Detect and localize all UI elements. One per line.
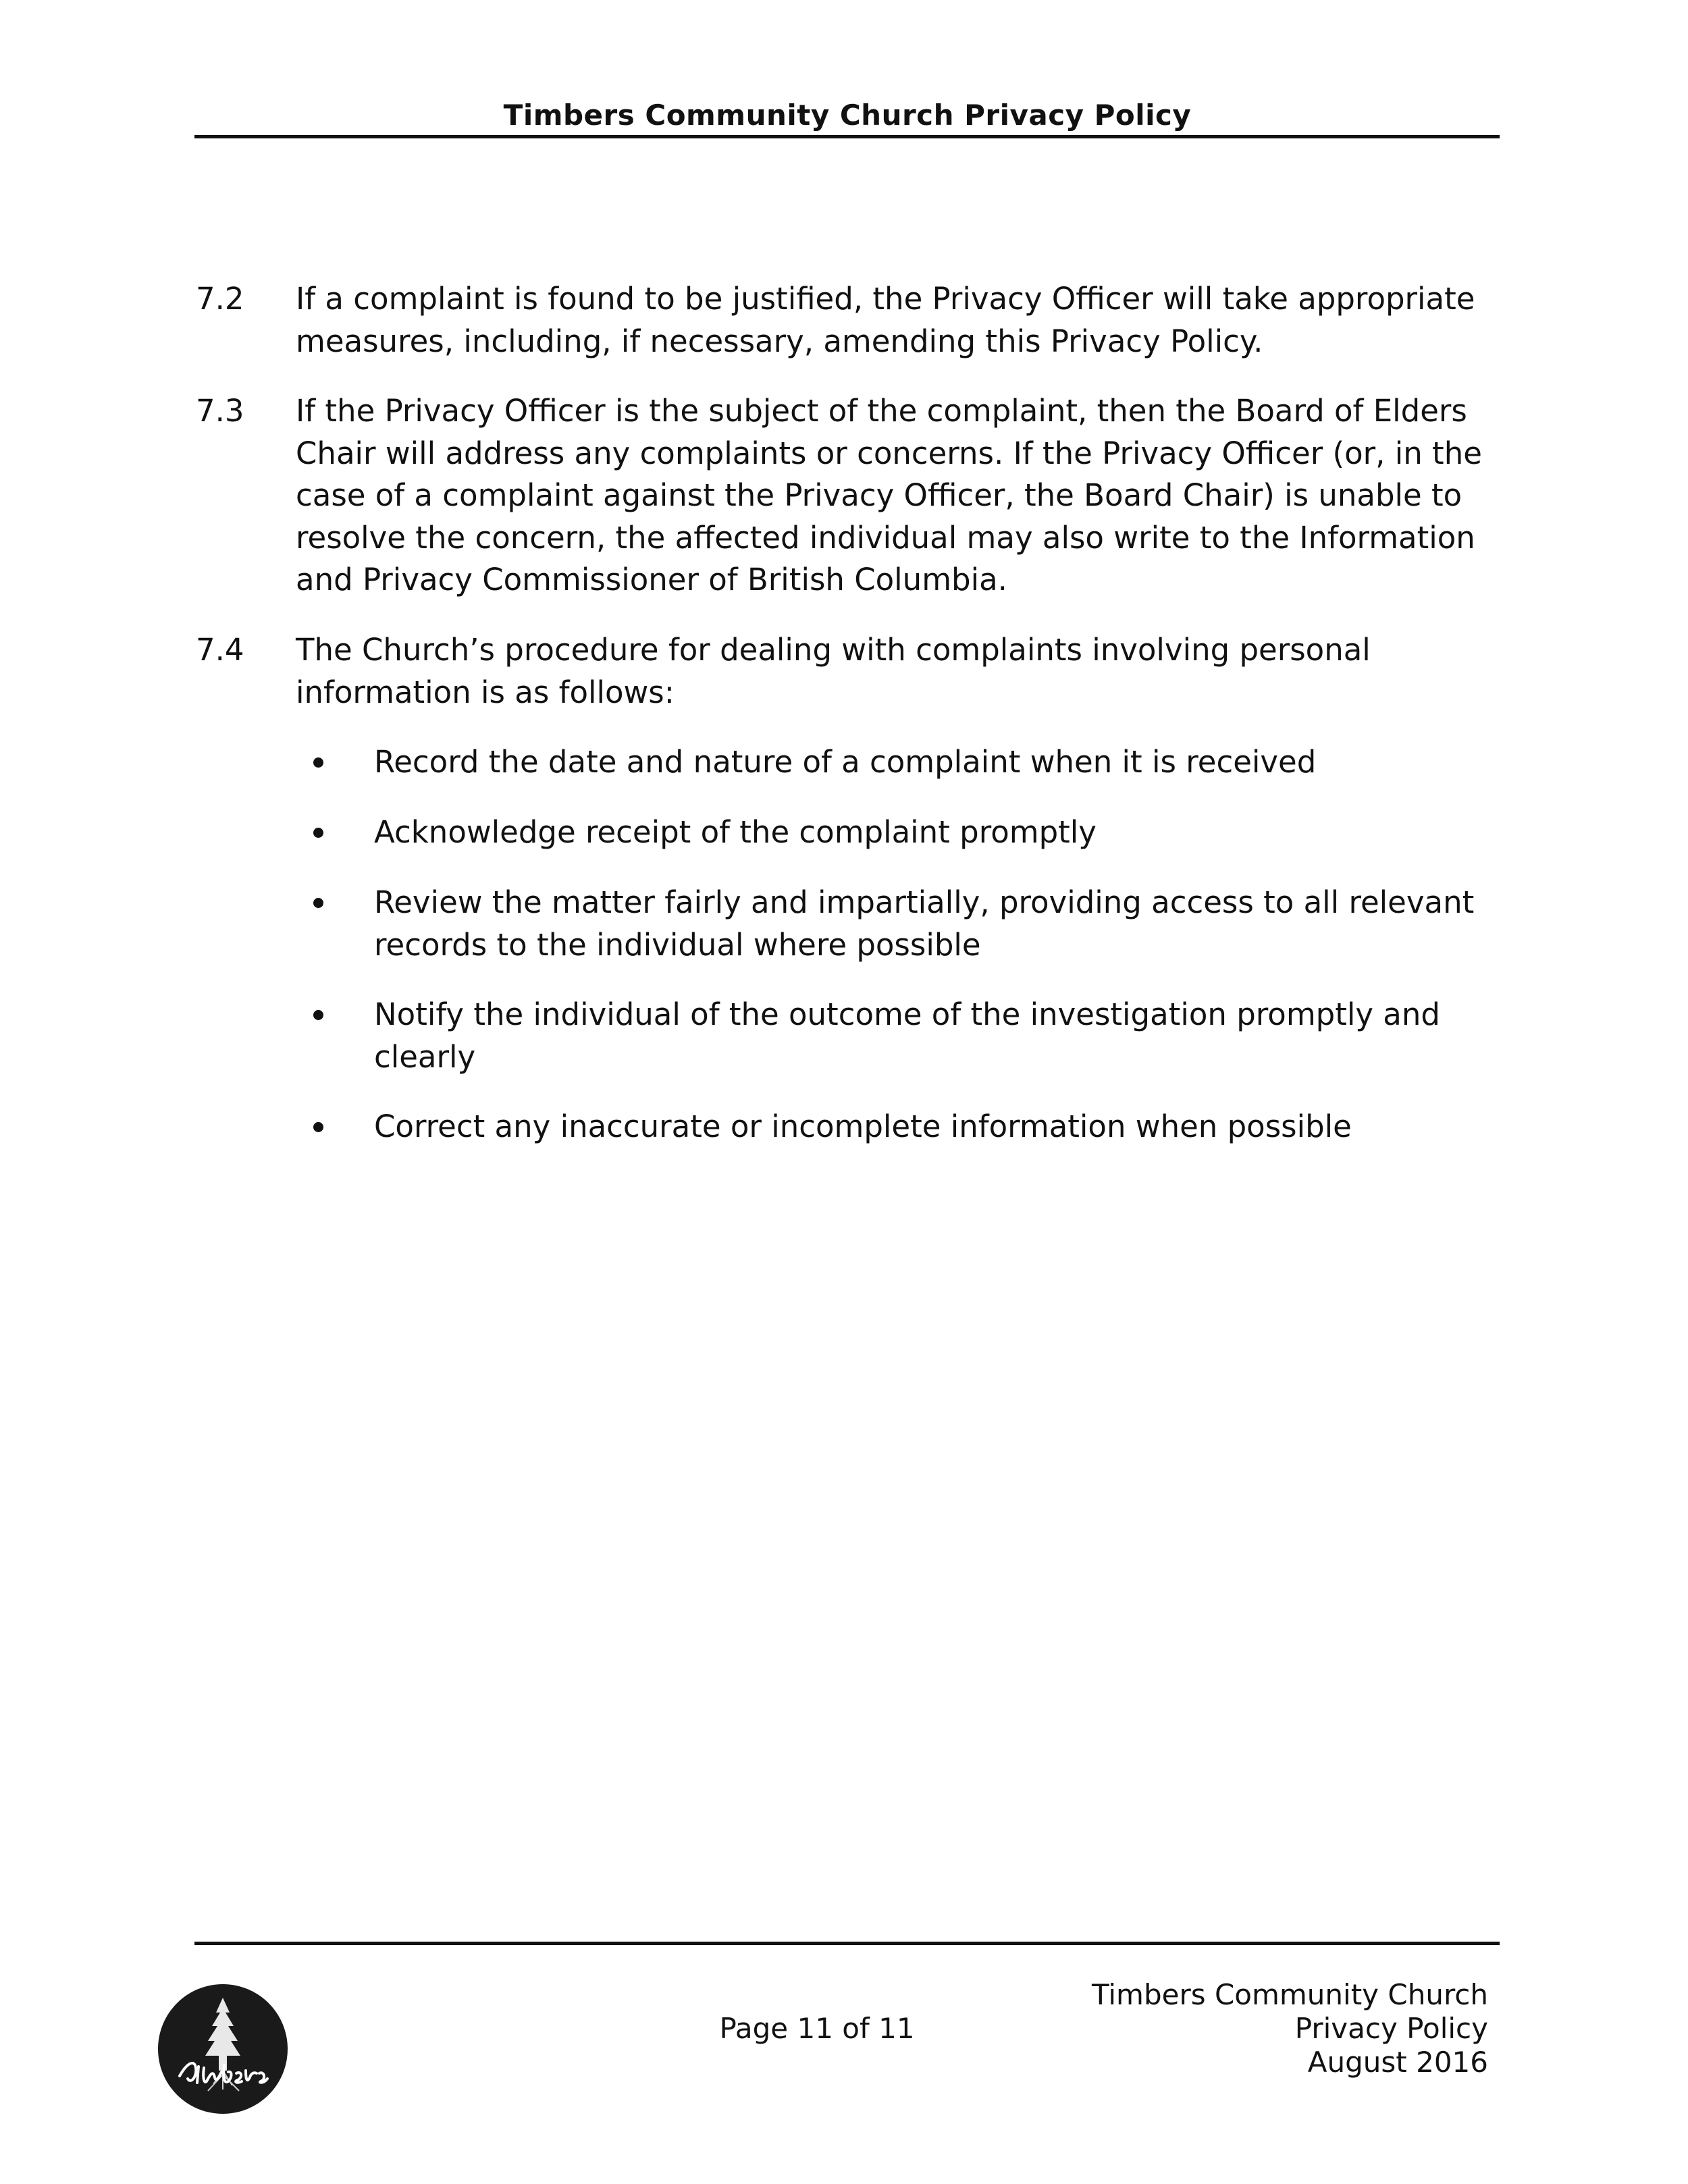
section-text — [296, 629, 1498, 714]
footer-date: August 2016 — [1307, 2046, 1488, 2079]
section-number: 7.3 — [196, 393, 244, 429]
bullet-icon — [313, 828, 323, 838]
section-text — [296, 390, 1498, 602]
list-item-text: Record the date and nature of a complaint when it is received — [374, 744, 1317, 780]
section-7-4 — [196, 629, 1499, 714]
section-text — [296, 278, 1498, 363]
list-item-text: Correct any inaccurate or incomplete information when possible — [374, 1109, 1352, 1144]
section-number: 7.4 — [196, 632, 244, 668]
footer-doc-name: Privacy Policy — [1294, 2012, 1488, 2045]
page-header-title: Timbers Community Church Privacy Policy — [503, 99, 1192, 132]
list-item — [313, 741, 1502, 784]
list-item-text: Review the matter fairly and impartially, providing access to all relevant records to the individual where possible — [374, 884, 1475, 963]
bullet-icon — [313, 1010, 323, 1020]
timbers-logo — [157, 1983, 289, 2115]
list-item — [313, 994, 1502, 1078]
list-item-text: Notify the individual of the outcome of the investigation promptly and clearly — [374, 996, 1440, 1075]
timbers-logo-icon — [157, 1983, 289, 2115]
bullet-icon — [313, 898, 323, 908]
footer-rule — [194, 1942, 1500, 1945]
footer-org-name: Timbers Community Church — [1092, 1978, 1488, 2011]
list-item — [313, 1106, 1502, 1148]
section-number: 7.2 — [196, 281, 244, 317]
list-item — [313, 811, 1502, 854]
section-7-2 — [196, 278, 1499, 363]
bullet-icon — [313, 757, 323, 768]
section-paragraph: If a complaint is found to be justified, the Privacy Officer will take appropriate measures, including, if necessary, amending this Privacy Policy. — [296, 281, 1475, 359]
section-paragraph: The Church’s procedure for dealing with complaints involving personal information is as follows: — [296, 632, 1371, 710]
list-item — [313, 882, 1502, 966]
header-rule — [194, 135, 1500, 138]
list-item-text: Acknowledge receipt of the complaint promptly — [374, 814, 1097, 850]
page-number: Page 11 of 11 — [719, 2012, 915, 2045]
footer-document-info — [1092, 1978, 1488, 2079]
section-paragraph: If the Privacy Officer is the subject of the complaint, then the Board of Elders Chair will address any complaints or concerns. If the Privacy Officer (or, in the case of a complaint against the Privacy Officer, the Board Chair) is unable to resolve the concern, the affected individual may also write to the Information and Privacy Commissioner of British Columbia. — [296, 393, 1482, 597]
bullet-icon — [313, 1122, 323, 1132]
section-7-3 — [196, 390, 1499, 602]
